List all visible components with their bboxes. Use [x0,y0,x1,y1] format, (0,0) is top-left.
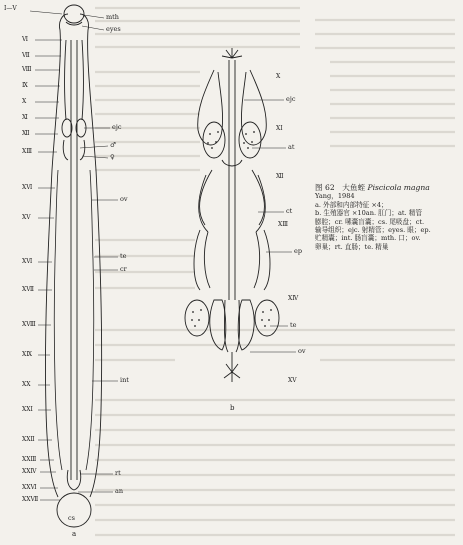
label-te-b: te [290,321,297,329]
seg-9: Ⅸ [22,82,28,89]
seg-21: XXI [22,406,33,413]
caption-line-3: 膨腔；cr. 嗉囊盲囊；cs. 尾吸盘；ct. [315,217,425,226]
label-te-a: te [120,252,127,260]
seg-17: XⅦ [22,286,35,293]
seg-19: XⅨ [22,351,33,358]
subfigure-a-label: a [72,530,77,538]
seg-10: Ⅹ [22,98,27,105]
figure-caption [315,184,461,251]
caption-line-2: b. 生殖器官 ×10an. 肛门；at. 精管 [315,209,422,218]
seg-11: Ⅺ [22,114,28,121]
label-ejc-a: ejc [112,123,122,131]
seg-20: XX [22,381,31,388]
testis-lower-left [185,300,209,336]
b-seg-12: Ⅻ [276,173,284,180]
label-ov-b: ov [298,347,306,355]
testis-lower-right [255,300,279,336]
seg-16: XⅥ [22,258,33,265]
testis-upper-left [203,122,225,158]
seg-24: XXⅣ [22,468,37,475]
seg-23: XXⅢ [22,456,37,463]
label-male: ♂ [110,141,116,149]
label-an: an [115,487,124,495]
seg-26: XXⅥ [22,484,37,491]
label-rt: rt [115,469,121,477]
seg-27: XXⅦ [22,496,39,503]
caption-title-latin: Piscicola magna [367,183,430,192]
seg-22: XXⅡ [22,436,35,443]
seg-1-5: I—V [4,5,17,12]
label-mth: mth [106,13,119,21]
seg-12: Ⅻ [22,130,30,137]
label-eyes: eyes [106,25,121,33]
label-ov-a: ov [120,195,128,203]
seg-15: XⅤ [22,214,31,221]
seg-8: Ⅷ [22,66,32,73]
b-seg-15: XⅤ [288,377,297,384]
caption-line-1: a. 外部和内部特征 ×4； [315,200,388,209]
seg-18: XⅧ [22,321,36,328]
seg-13: XⅢ [22,148,33,155]
caption-author: Yang，1984 [315,192,355,201]
testis-upper-right [239,122,261,158]
b-seg-14: XⅣ [288,295,299,302]
label-cs: cs [68,514,75,522]
b-seg-13: XⅢ [278,221,289,228]
caption-line-5: 贮精囊；int. 肠盲囊；mth. 口；ov. [315,234,421,243]
subfigure-b-label: b [230,404,235,412]
seg-6: Ⅵ [22,36,29,43]
b-seg-10: X [276,73,281,80]
label-ep: ep [294,247,303,255]
label-cr: cr [120,265,127,273]
caption-line-4: 输导组织；ejc. 射精管；eyes. 眼；ep. [315,226,431,235]
label-female: ♀ [110,153,115,161]
label-int: int [120,376,129,384]
b-seg-11: XI [276,125,283,132]
seg-14: XⅥ [22,184,33,191]
caption-line-6: 卵巢；rt. 直肠；te. 精巢 [315,242,389,251]
label-at: at [288,143,295,151]
seg-7: Ⅶ [22,52,30,59]
caption-title-cn: 图 62 大鱼蛭 [315,183,366,192]
label-ejc-b: ejc [286,95,296,103]
label-ct: ct [286,207,293,215]
